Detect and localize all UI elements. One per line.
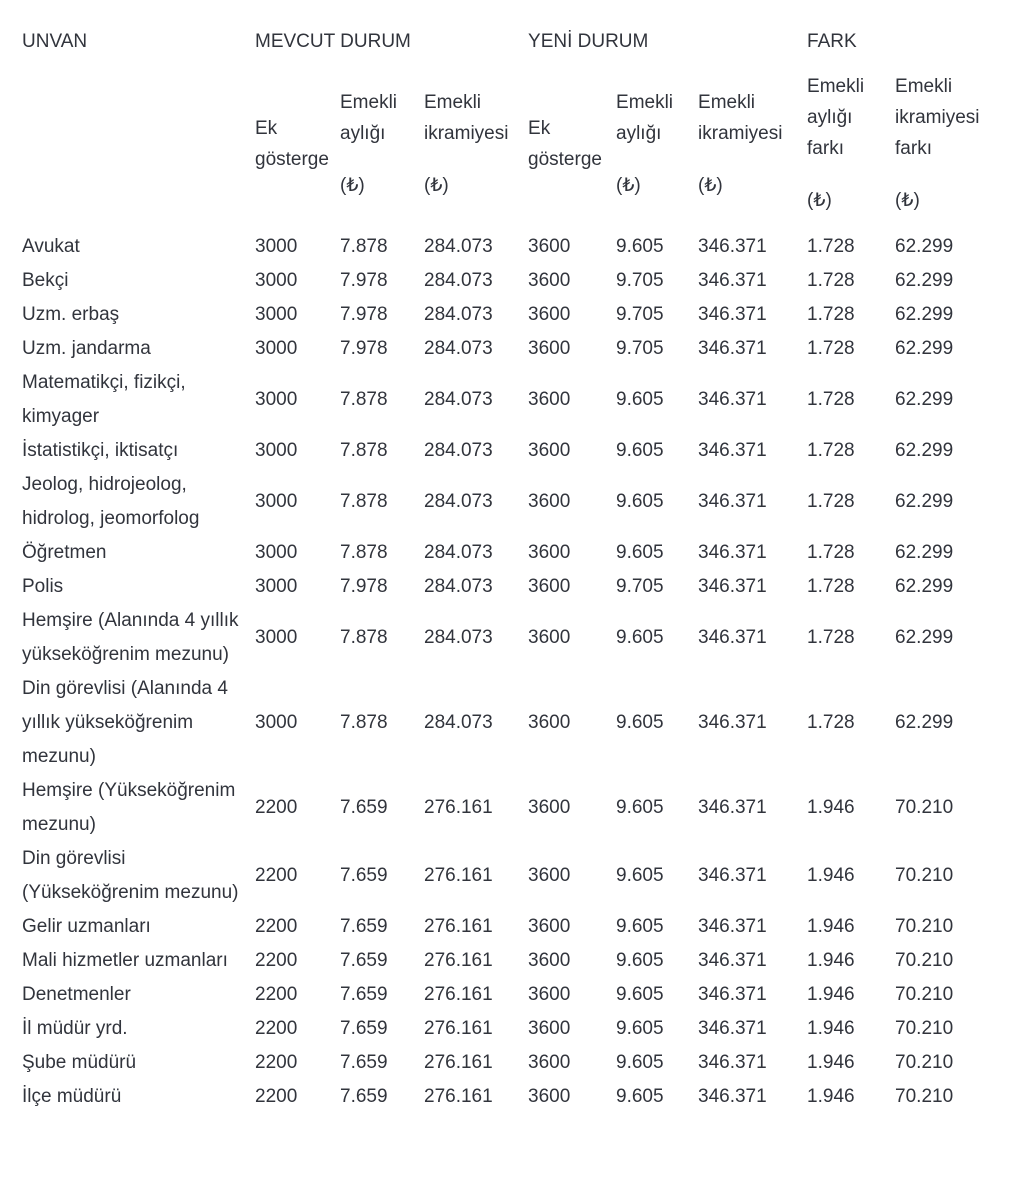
- value-cell: 9.605: [616, 627, 664, 648]
- value-cell: 1.728: [807, 627, 855, 648]
- value-cell: 9.705: [616, 338, 664, 359]
- value-cell: 1.946: [807, 950, 855, 971]
- value-cell: 1.728: [807, 389, 855, 410]
- value-cell: 1.946: [807, 865, 855, 886]
- value-cell: 284.073: [424, 712, 493, 733]
- table-row: [22, 842, 1012, 910]
- value-cell: 3600: [528, 1018, 571, 1039]
- value-cell: 1.946: [807, 1018, 855, 1039]
- value-cell: 62.299: [895, 712, 954, 733]
- value-cell: 1.728: [807, 576, 855, 597]
- value-cell: 346.371: [698, 542, 767, 563]
- value-cell: 9.605: [616, 389, 664, 410]
- value-cell: 7.978: [340, 304, 388, 325]
- value-cell: 346.371: [698, 627, 767, 648]
- col-header-unit: (₺): [616, 174, 641, 196]
- value-cell: 3600: [528, 304, 571, 325]
- value-cell: 346.371: [698, 236, 767, 257]
- col-header-emekli-ayligi-yeni: [616, 71, 698, 230]
- value-cell: 1.728: [807, 542, 855, 563]
- value-cell: 70.210: [895, 865, 954, 886]
- value-cell: 3000: [255, 576, 298, 597]
- value-cell: 284.073: [424, 304, 493, 325]
- value-cell: 3600: [528, 865, 571, 886]
- table-row: [22, 298, 1012, 332]
- value-cell: 3600: [528, 270, 571, 291]
- value-cell: 9.605: [616, 1018, 664, 1039]
- value-cell: 346.371: [698, 576, 767, 597]
- value-cell: 1.728: [807, 304, 855, 325]
- value-cell: 70.210: [895, 950, 954, 971]
- value-cell: 62.299: [895, 389, 954, 410]
- col-header-unit: (₺): [895, 190, 920, 211]
- value-cell: 9.605: [616, 865, 664, 886]
- value-cell: 1.728: [807, 270, 855, 291]
- value-cell: 276.161: [424, 984, 493, 1005]
- value-cell: 3000: [255, 389, 298, 410]
- value-cell: 7.659: [340, 1018, 388, 1039]
- value-cell: 346.371: [698, 1086, 767, 1107]
- value-cell: 70.210: [895, 797, 954, 818]
- unvan-cell: Jeolog, hidrojeolog, hidrolog, jeomorfolog: [22, 474, 200, 529]
- value-cell: 346.371: [698, 389, 767, 410]
- value-cell: 7.978: [340, 338, 388, 359]
- value-cell: 3600: [528, 389, 571, 410]
- table-row: [22, 672, 1012, 774]
- value-cell: 7.659: [340, 1052, 388, 1073]
- value-cell: 3600: [528, 950, 571, 971]
- value-cell: 346.371: [698, 440, 767, 461]
- value-cell: 9.605: [616, 236, 664, 257]
- value-cell: 7.878: [340, 712, 388, 733]
- value-cell: 3600: [528, 491, 571, 512]
- col-header-emekli-ikramiyesi-farki: [895, 71, 1012, 230]
- value-cell: 2200: [255, 1018, 298, 1039]
- value-cell: 346.371: [698, 338, 767, 359]
- table-row: [22, 570, 1012, 604]
- unvan-cell: Uzm. jandarma: [22, 338, 151, 359]
- value-cell: 7.659: [340, 865, 388, 886]
- table-row: [22, 434, 1012, 468]
- value-cell: 9.605: [616, 440, 664, 461]
- unvan-cell: Din görevlisi (Yükseköğrenim mezunu): [22, 848, 239, 903]
- unvan-cell: İl müdür yrd.: [22, 1018, 128, 1039]
- value-cell: 1.728: [807, 236, 855, 257]
- table-row: [22, 332, 1012, 366]
- value-cell: 3000: [255, 491, 298, 512]
- value-cell: 9.705: [616, 304, 664, 325]
- table-header: [22, 26, 1012, 230]
- value-cell: 7.878: [340, 236, 388, 257]
- value-cell: 1.946: [807, 1086, 855, 1107]
- col-header-label: Ek gösterge: [255, 117, 329, 170]
- value-cell: 284.073: [424, 627, 493, 648]
- col-header-emekli-ayligi-farki: [807, 71, 895, 230]
- table-row: [22, 366, 1012, 434]
- value-cell: 3000: [255, 236, 298, 257]
- unvan-cell: Polis: [22, 576, 64, 597]
- value-cell: 2200: [255, 865, 298, 886]
- col-header-label: Emekli ikramiyesi: [424, 91, 509, 144]
- value-cell: 7.978: [340, 576, 388, 597]
- table-row: [22, 468, 1012, 536]
- value-cell: 284.073: [424, 236, 493, 257]
- unvan-cell: Gelir uzmanları: [22, 916, 151, 937]
- value-cell: 346.371: [698, 950, 767, 971]
- pension-comparison-table: [22, 26, 1012, 1114]
- value-cell: 7.659: [340, 950, 388, 971]
- table-row: [22, 604, 1012, 672]
- unvan-cell: Hemşire (Alanında 4 yıllık yükseköğrenim mezunu): [22, 610, 239, 665]
- table-row: [22, 1080, 1012, 1114]
- col-header-emekli-ayligi-mevcut: [340, 71, 424, 230]
- value-cell: 9.605: [616, 542, 664, 563]
- value-cell: 9.605: [616, 1086, 664, 1107]
- group-header-fark: FARK: [807, 31, 857, 52]
- value-cell: 276.161: [424, 916, 493, 937]
- unvan-cell: Mali hizmetler uzmanları: [22, 950, 228, 971]
- value-cell: 276.161: [424, 797, 493, 818]
- col-header-emekli-ikramiyesi-mevcut: [424, 71, 528, 230]
- value-cell: 7.878: [340, 627, 388, 648]
- value-cell: 276.161: [424, 1018, 493, 1039]
- value-cell: 9.605: [616, 1052, 664, 1073]
- value-cell: 346.371: [698, 984, 767, 1005]
- value-cell: 3000: [255, 304, 298, 325]
- value-cell: 346.371: [698, 270, 767, 291]
- table-row: [22, 944, 1012, 978]
- value-cell: 346.371: [698, 491, 767, 512]
- group-header-yeni-durum: YENİ DURUM: [528, 31, 649, 52]
- unvan-cell: Hemşire (Yükseköğrenim mezunu): [22, 780, 236, 835]
- col-header-emekli-ikramiyesi-yeni: [698, 71, 807, 230]
- value-cell: 3000: [255, 440, 298, 461]
- value-cell: 346.371: [698, 916, 767, 937]
- value-cell: 284.073: [424, 576, 493, 597]
- value-cell: 3600: [528, 338, 571, 359]
- value-cell: 346.371: [698, 304, 767, 325]
- col-header-label: Ek gösterge: [528, 117, 602, 170]
- value-cell: 284.073: [424, 491, 493, 512]
- value-cell: 7.878: [340, 491, 388, 512]
- value-cell: 9.605: [616, 797, 664, 818]
- value-cell: 62.299: [895, 304, 954, 325]
- value-cell: 7.659: [340, 984, 388, 1005]
- unvan-cell: Bekçi: [22, 270, 69, 291]
- unvan-cell: Din görevlisi (Alanında 4 yıllık yükseköğrenim mezunu): [22, 678, 228, 767]
- value-cell: 3000: [255, 542, 298, 563]
- value-cell: 7.878: [340, 440, 388, 461]
- col-header-unit: (₺): [340, 174, 365, 196]
- col-header-label: Emekli aylığı: [340, 91, 398, 144]
- table-row: [22, 536, 1012, 570]
- value-cell: 346.371: [698, 1018, 767, 1039]
- value-cell: 9.605: [616, 491, 664, 512]
- value-cell: 3000: [255, 338, 298, 359]
- unvan-cell: Öğretmen: [22, 542, 107, 563]
- value-cell: 1.728: [807, 440, 855, 461]
- value-cell: 3000: [255, 712, 298, 733]
- value-cell: 346.371: [698, 712, 767, 733]
- value-cell: 3600: [528, 984, 571, 1005]
- value-cell: 62.299: [895, 491, 954, 512]
- value-cell: 62.299: [895, 440, 954, 461]
- value-cell: 62.299: [895, 338, 954, 359]
- value-cell: 70.210: [895, 1052, 954, 1073]
- value-cell: 276.161: [424, 865, 493, 886]
- value-cell: 284.073: [424, 270, 493, 291]
- table-row: [22, 230, 1012, 264]
- unvan-cell: İlçe müdürü: [22, 1086, 122, 1107]
- col-header-unit: (₺): [807, 190, 832, 211]
- value-cell: 62.299: [895, 236, 954, 257]
- value-cell: 1.728: [807, 491, 855, 512]
- value-cell: 3600: [528, 440, 571, 461]
- value-cell: 3600: [528, 236, 571, 257]
- value-cell: 2200: [255, 1052, 298, 1073]
- value-cell: 9.605: [616, 712, 664, 733]
- value-cell: 7.978: [340, 270, 388, 291]
- value-cell: 2200: [255, 950, 298, 971]
- value-cell: 3600: [528, 712, 571, 733]
- value-cell: 7.659: [340, 797, 388, 818]
- col-header-ek-gosterge-mevcut: [255, 71, 340, 230]
- value-cell: 3600: [528, 797, 571, 818]
- col-header-unit: (₺): [698, 174, 723, 196]
- value-cell: 1.946: [807, 1052, 855, 1073]
- value-cell: 1.728: [807, 338, 855, 359]
- value-cell: 276.161: [424, 1052, 493, 1073]
- value-cell: 9.705: [616, 576, 664, 597]
- value-cell: 2200: [255, 916, 298, 937]
- value-cell: 2200: [255, 984, 298, 1005]
- value-cell: 3600: [528, 916, 571, 937]
- table-row: [22, 774, 1012, 842]
- unvan-column-header: UNVAN: [22, 31, 88, 52]
- table-row: [22, 910, 1012, 944]
- value-cell: 1.728: [807, 712, 855, 733]
- value-cell: 284.073: [424, 440, 493, 461]
- value-cell: 7.659: [340, 1086, 388, 1107]
- value-cell: 1.946: [807, 916, 855, 937]
- value-cell: 346.371: [698, 797, 767, 818]
- value-cell: 2200: [255, 797, 298, 818]
- value-cell: 3600: [528, 1052, 571, 1073]
- table-row: [22, 1012, 1012, 1046]
- group-header-row: [22, 26, 1012, 71]
- value-cell: 3000: [255, 627, 298, 648]
- value-cell: 346.371: [698, 865, 767, 886]
- value-cell: 3600: [528, 542, 571, 563]
- col-header-label: Emekli ikramiyesi farkı: [895, 76, 980, 159]
- value-cell: 70.210: [895, 916, 954, 937]
- value-cell: 3600: [528, 1086, 571, 1107]
- value-cell: 346.371: [698, 1052, 767, 1073]
- value-cell: 62.299: [895, 270, 954, 291]
- value-cell: 9.605: [616, 950, 664, 971]
- col-header-unit: (₺): [424, 174, 449, 196]
- col-header-label: Emekli aylığı farkı: [807, 76, 865, 159]
- value-cell: 9.605: [616, 984, 664, 1005]
- value-cell: 1.946: [807, 984, 855, 1005]
- col-header-label: Emekli aylığı: [616, 91, 674, 144]
- value-cell: 276.161: [424, 1086, 493, 1107]
- col-header-label: Emekli ikramiyesi: [698, 91, 783, 144]
- value-cell: 7.659: [340, 916, 388, 937]
- value-cell: 62.299: [895, 542, 954, 563]
- value-cell: 276.161: [424, 950, 493, 971]
- value-cell: 3000: [255, 270, 298, 291]
- group-header-mevcut-durum: MEVCUT DURUM: [255, 31, 411, 52]
- value-cell: 70.210: [895, 984, 954, 1005]
- value-cell: 70.210: [895, 1018, 954, 1039]
- table-row: [22, 1046, 1012, 1080]
- col-header-ek-gosterge-yeni: [528, 71, 616, 230]
- value-cell: 1.946: [807, 797, 855, 818]
- unvan-cell: Matematikçi, fizikçi, kimyager: [22, 372, 186, 427]
- value-cell: 3600: [528, 576, 571, 597]
- unvan-cell: Şube müdürü: [22, 1052, 137, 1073]
- unvan-cell: İstatistikçi, iktisatçı: [22, 440, 179, 461]
- value-cell: 284.073: [424, 389, 493, 410]
- table-row: [22, 978, 1012, 1012]
- value-cell: 62.299: [895, 576, 954, 597]
- value-cell: 7.878: [340, 389, 388, 410]
- value-cell: 70.210: [895, 1086, 954, 1107]
- value-cell: 2200: [255, 1086, 298, 1107]
- table-row: [22, 264, 1012, 298]
- unvan-cell: Denetmenler: [22, 984, 131, 1005]
- table-body: [22, 230, 1012, 1114]
- value-cell: 7.878: [340, 542, 388, 563]
- value-cell: 9.605: [616, 916, 664, 937]
- unvan-cell: Avukat: [22, 236, 80, 257]
- unvan-cell: Uzm. erbaş: [22, 304, 120, 325]
- value-cell: 9.705: [616, 270, 664, 291]
- value-cell: 284.073: [424, 542, 493, 563]
- value-cell: 62.299: [895, 627, 954, 648]
- value-cell: 284.073: [424, 338, 493, 359]
- value-cell: 3600: [528, 627, 571, 648]
